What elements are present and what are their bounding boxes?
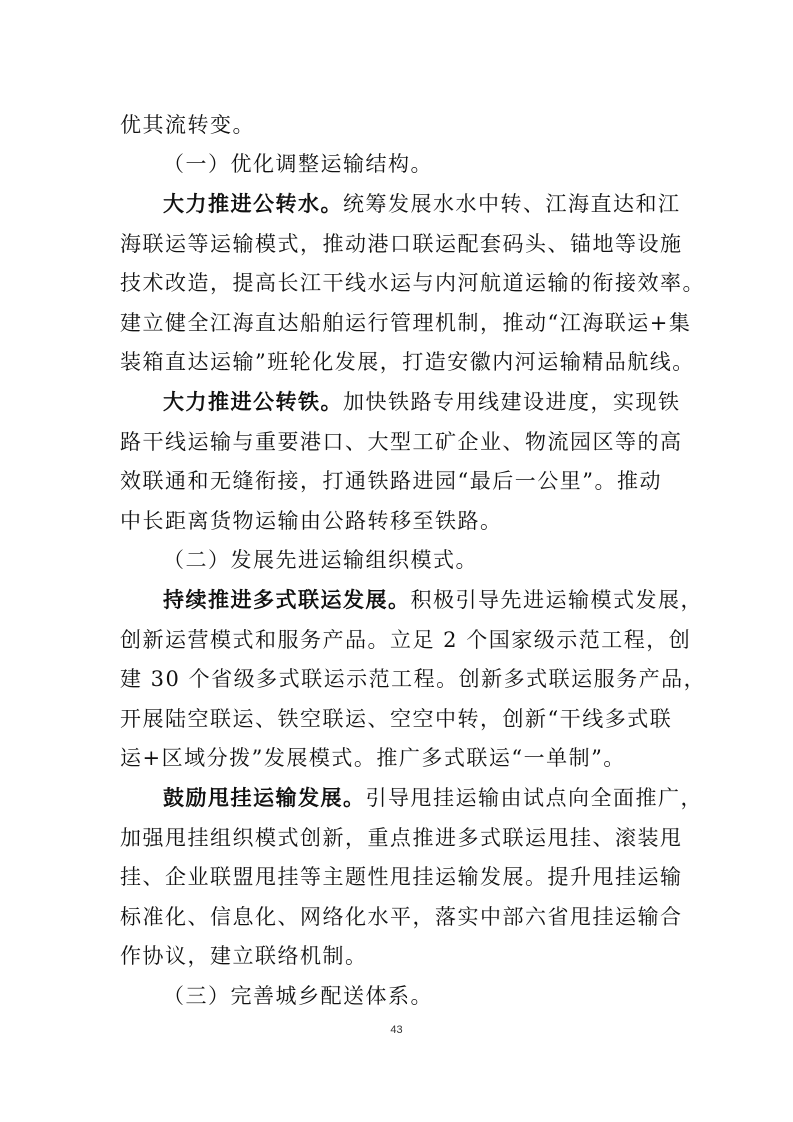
line-text: 标准化、信息化、网络化水平，落实中部六省甩挂运输合 (120, 905, 683, 929)
section-heading (163, 142, 680, 186)
line-text: 引导甩挂运输由试点向全面推广， (365, 786, 703, 810)
line-text: 装箱直达运输”班轮化发展，打造安徽内河运输精品航线。 (120, 350, 695, 374)
line-text: 中长距离货物运输由公路转移至铁路。 (120, 509, 503, 533)
line-text: 建 30 个省级多式联运示范工程。创新多式联运服务产品， (120, 667, 707, 691)
body-text-line (120, 499, 680, 543)
body-text-line (120, 855, 683, 899)
body-text-line (120, 459, 680, 503)
line-text: 加强甩挂组织模式创新，重点推进多式联运甩挂、滚装甩 (120, 826, 683, 850)
paragraph-lead-line (163, 776, 703, 820)
section-heading-text: （二）发展先进运输组织模式。 (163, 548, 478, 572)
line-text: 优其流转变。 (120, 113, 255, 137)
paragraph-lead-title: 大力推进公转水。 (163, 191, 343, 216)
line-text: 开展陆空联运、铁空联运、空空中转，创新“干线多式联 (120, 707, 673, 731)
body-text-line (120, 934, 680, 978)
section-heading-text: （一）优化调整运输结构。 (163, 152, 433, 176)
body-text-line (120, 895, 683, 939)
body-text-line (120, 618, 692, 662)
line-text: 统筹发展水水中转、江海直达和江 (343, 192, 681, 216)
body-text-line (120, 697, 680, 741)
line-text: 技术改造，提高长江干线水运与内河航道运输的衔接效率。 (120, 271, 705, 295)
body-text-line (120, 340, 695, 384)
line-text: 挂、企业联盟甩挂等主题性甩挂运输发展。提升甩挂运输 (120, 865, 683, 889)
body-text-line (120, 420, 683, 464)
page-number: 43 (390, 1024, 403, 1036)
section-heading (163, 538, 680, 582)
paragraph-lead-title: 持续推进多式联运发展。 (163, 587, 411, 612)
body-text-line (120, 261, 705, 305)
body-text-line (120, 301, 692, 345)
line-text: 建立健全江海直达船舶运行管理机制，推动“江海联运+集 (120, 311, 692, 335)
line-text: 海联运等运输模式，推动港口联运配套码头、锚地等设施 (120, 232, 683, 256)
line-text: 加快铁路专用线建设进度，实现铁 (343, 390, 681, 414)
section-heading (163, 974, 680, 1018)
line-text: 创新运营模式和服务产品。立足 2 个国家级示范工程，创 (120, 628, 692, 652)
section-heading-text: （三）完善城乡配送体系。 (163, 984, 433, 1008)
line-text: 作协议，建立联络机制。 (120, 944, 368, 968)
paragraph-lead-title: 鼓励甩挂运输发展。 (163, 785, 366, 810)
line-text: 积极引导先进运输模式发展， (410, 588, 703, 612)
paragraph-lead-title: 大力推进公转铁。 (163, 389, 343, 414)
body-text-line (120, 657, 707, 701)
body-text-line (120, 736, 680, 780)
paragraph-lead-line (163, 578, 703, 622)
body-text-line (120, 103, 680, 147)
line-text: 效联通和无缝衔接，打通铁路进园“最后一公里”。推动 (120, 469, 662, 493)
paragraph-lead-line (163, 380, 680, 424)
paragraph-lead-line (163, 182, 680, 226)
body-text-line (120, 816, 683, 860)
body-text-line (120, 222, 683, 266)
line-text: 运+区域分拨”发展模式。推广多式联运“一单制”。 (120, 746, 626, 770)
line-text: 路干线运输与重要港口、大型工矿企业、物流园区等的高 (120, 430, 683, 454)
